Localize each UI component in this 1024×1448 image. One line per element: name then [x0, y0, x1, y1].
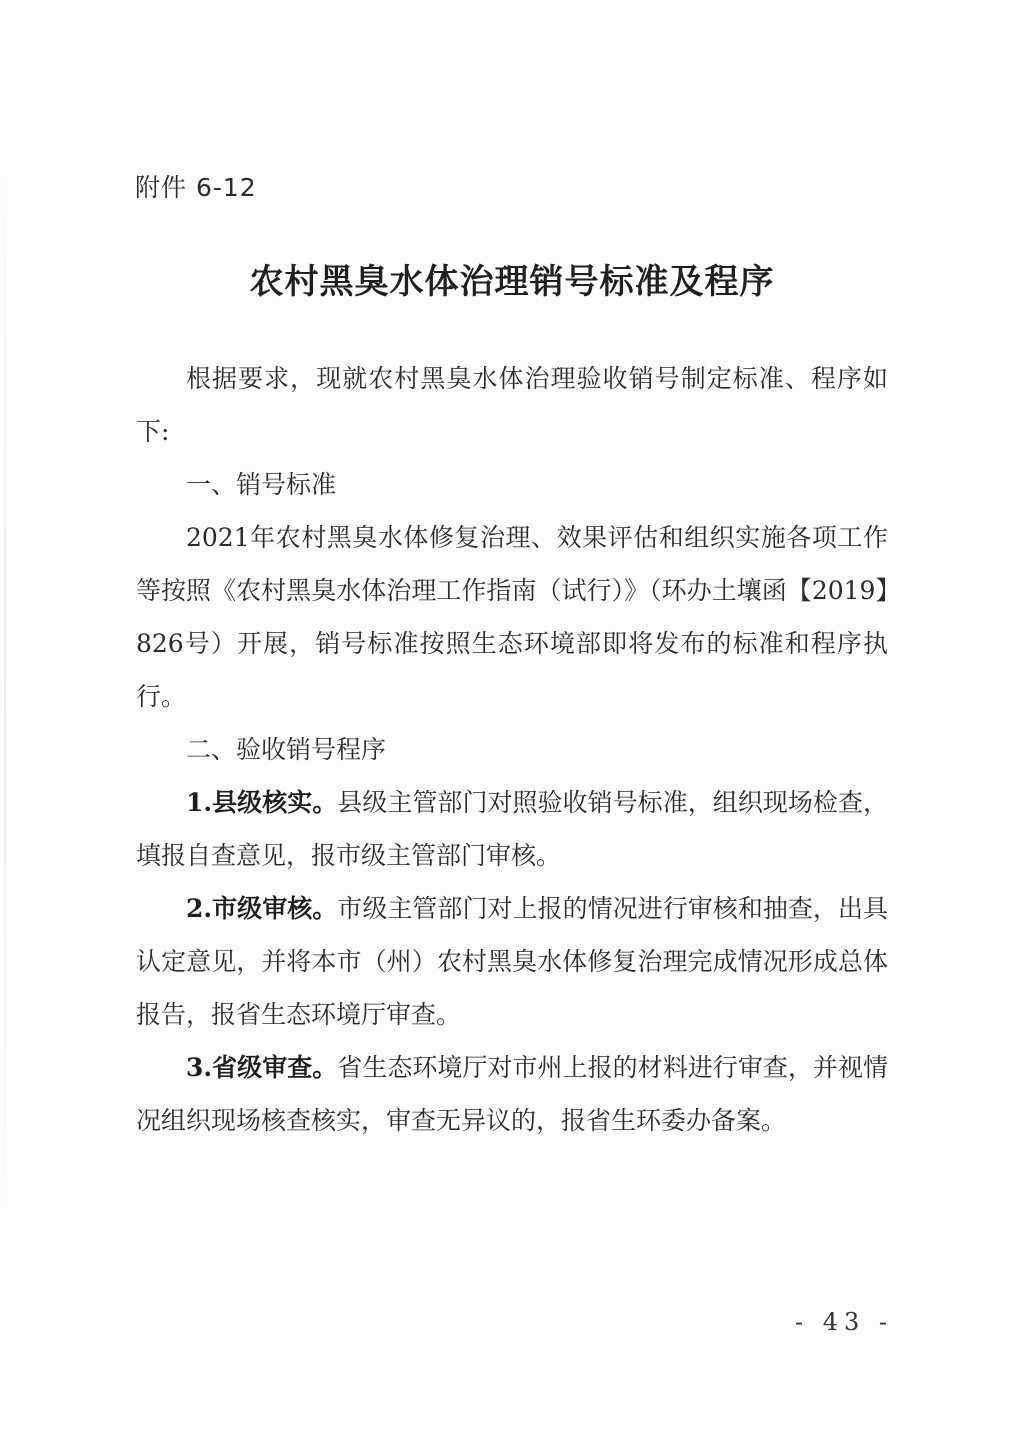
procedure-item-lead: 3.省级审查。 [186, 1053, 338, 1082]
procedure-item-text: 省生态环境厅对市州上报的材料进行审查，并视情况组织现场核查核实，审查无异议的，报省生环委办备案。 [136, 1053, 888, 1135]
procedure-item-lead: 1.县级核实。 [186, 788, 338, 817]
document-title: 农村黑臭水体治理销号标准及程序 [249, 262, 775, 302]
standard-paragraph: 2021年农村黑臭水体修复治理、效果评估和组织实施各项工作等按照《农村黑臭水体治理工作指南（试行）》（环办土壤函【2019】826号）开展，销号标准按照生态环境部即将发布的标准和程序执行。 [136, 523, 888, 711]
procedure-item-county [136, 776, 888, 882]
procedure-item-text: 县级主管部门对照验收销号标准，组织现场检查，填报自查意见，报市级主管部门审核。 [136, 788, 888, 870]
document-body [136, 352, 888, 1147]
section-heading-standard: 一、销号标准 [186, 470, 337, 499]
procedure-item-city [136, 882, 888, 1041]
intro-paragraph: 根据要求，现就农村黑臭水体治理验收销号制定标准、程序如下: [136, 364, 888, 446]
page-number: - 43 - [795, 1308, 894, 1336]
attachment-label: 附件 6-12 [135, 173, 257, 202]
procedure-item-text: 市级主管部门对上报的情况进行审核和抽查，出具认定意见，并将本市（州）农村黑臭水体修复治理完成情况形成总体报告，报省生态环境厅审查。 [136, 894, 888, 1029]
section-heading-procedure: 二、验收销号程序 [186, 735, 387, 764]
procedure-item-lead: 2.市级审核。 [186, 894, 338, 923]
procedure-item-province [136, 1041, 888, 1147]
